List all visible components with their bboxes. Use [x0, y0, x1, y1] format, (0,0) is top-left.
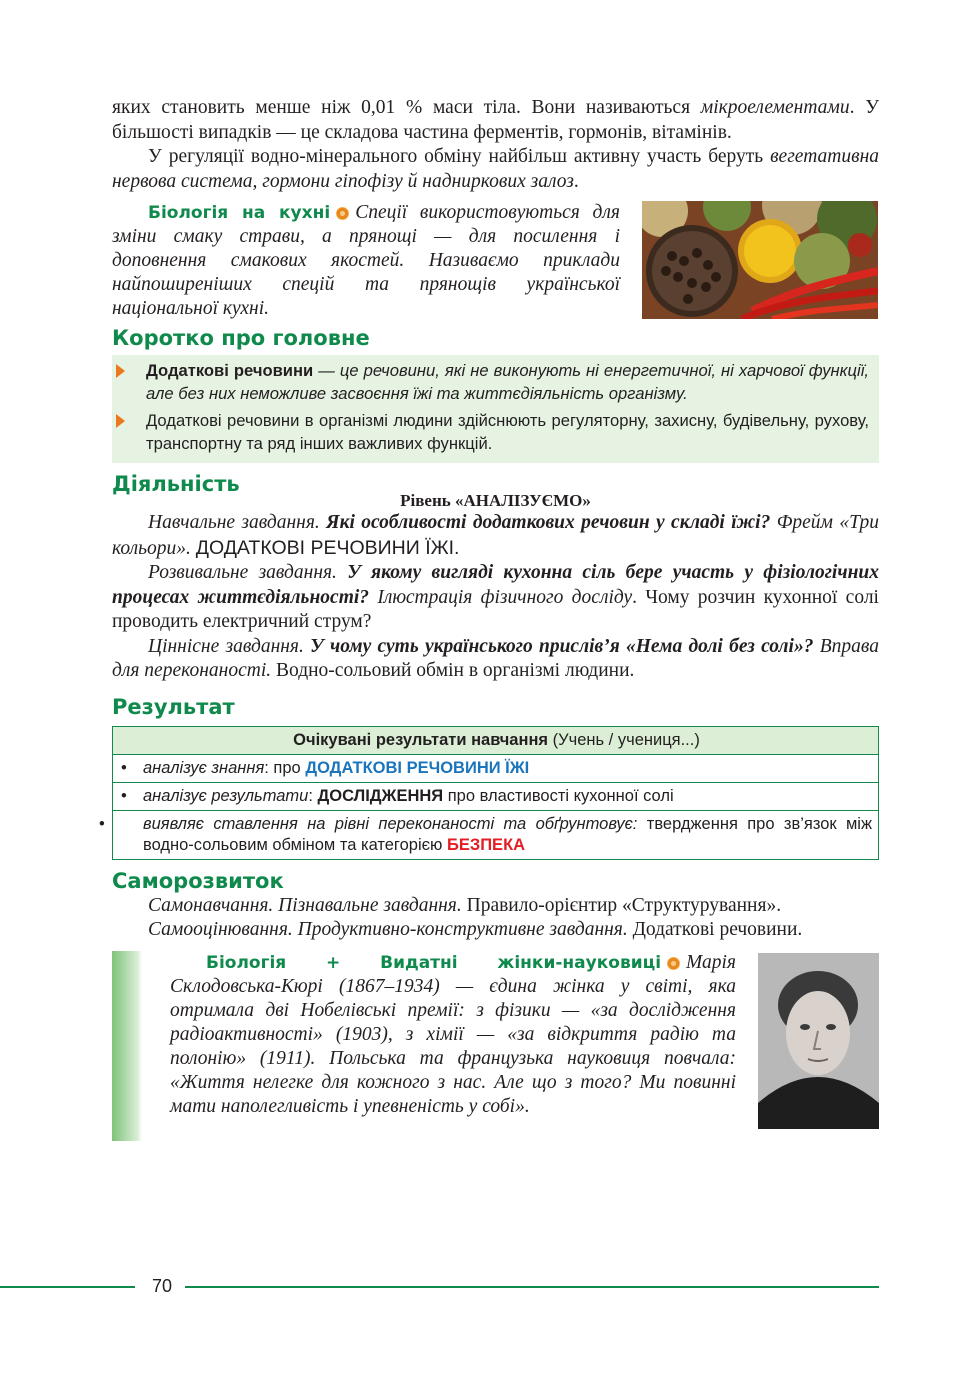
task-illustration: Ілюстрація фізичного досліду [369, 586, 633, 608]
task-exercise: Вправа для переконаності. [112, 635, 879, 681]
selfdev-task: Самонавчання. Пізнавальне завдання. [148, 894, 462, 916]
results-header-title: Очікувані результати навчання [293, 730, 549, 749]
task-developmental [112, 561, 879, 635]
page-number: 70 [151, 1276, 173, 1296]
selfdev-paragraph-2 [112, 918, 879, 943]
result-action: виявляє ставлення на рівні переконаності та обґрунтовує: [143, 814, 638, 833]
task-question: Які особливості додаткових речовин у складі їжі? [326, 512, 771, 533]
summary-item-1 [146, 359, 869, 405]
regulation-text: У регуляції водно-мінерального обміну найбільш активну участь беруть [148, 146, 771, 167]
intro-text: яких становить менше ніж 0,01 % маси тіла. Вони називаються [112, 97, 701, 118]
regulation-organs: вегетативна нервова система, гормони гіпофізу й надниркових залоз [112, 146, 879, 192]
task-label: Ціннісне завдання. [148, 635, 311, 657]
task-label: Навчальне завдання. [148, 512, 327, 533]
results-row-2 [113, 782, 879, 810]
result-keyword: ДОСЛІДЖЕННЯ [317, 786, 444, 805]
kitchen-text-block [112, 201, 620, 321]
result-action: аналізує знання [143, 758, 265, 777]
selfdev-heading: Саморозвиток [112, 868, 284, 893]
green-bar-decoration [112, 951, 142, 1141]
women-title: Біологія + Видатні жінки-науковиці [206, 952, 662, 973]
page-content [99, 96, 879, 1141]
bullet: • [121, 786, 127, 805]
women-scientists-section [112, 951, 879, 1141]
spices-image [642, 201, 878, 319]
flower-icon [336, 207, 349, 220]
women-text: Марія Склодовська-Кюрі (1867–1934) — єдина жінка у світі, яка отримала дві Нобелівські премії: з фізики — «за дослідження радіоактивності» (1903), з хімії — «за відкриття радію та полонію» (1911). Польська та французька науковиця повчала: «Життя нелегке для кожного з нас. Але що з того? Ми повинні мати наполегливість і упевненість у собі». [170, 951, 736, 1117]
arrow-icon [116, 364, 125, 378]
selfdev-task: Самооцінювання. Продуктивно-конструктивне завдання. [148, 919, 628, 940]
task-text: Водно-сольовий обмін в організмі людини. [271, 660, 635, 681]
results-table-header [113, 726, 879, 754]
portrait-illustration [758, 953, 879, 1129]
spices-illustration [642, 201, 878, 319]
results-row-3 [99, 810, 879, 859]
selfdev-text: Правило-орієнтир «Структурування». [461, 894, 782, 916]
task-question: У чому суть українського прислів’я «Нема долі без солі»? [310, 635, 814, 657]
task-text: . Чому розчин кухонної солі проводить електричний струм? [112, 586, 879, 632]
footer-line-left [0, 1286, 135, 1288]
women-text-block [170, 951, 736, 1119]
task-frame: Фрейм «Три кольори». [112, 512, 879, 559]
bullet: • [121, 758, 127, 777]
result-text: про властивості кухонної солі [443, 786, 674, 805]
summary-term: Додаткові речовини [146, 361, 314, 380]
result-keyword: БЕЗПЕКА [447, 835, 526, 854]
summary-box [112, 355, 879, 463]
result-text: твердження про зв’язок між водно-сольовим обміном та категорією [143, 814, 872, 854]
result-connector: : про [264, 758, 306, 777]
summary-functions: Додаткові речовини в організмі людини здійснюють регуляторну, захисну, будівельну, рухову, транспортну та ряд інших важливих функцій. [146, 411, 869, 453]
flower-icon [667, 957, 680, 970]
result-action: аналізує результати [143, 786, 309, 805]
task-question: У якому вигляді кухонна сіль бере участь у фізіологічних процесах життєдіяльності? [112, 562, 879, 608]
summary-definition: — це речовини, які не виконують ні енергетичної, ні харчової функції, але без них неможливе засвоєння їжі та життєдіяльність організму. [146, 361, 869, 403]
task-topic: ДОДАТКОВІ РЕЧОВИНИ ЇЖІ. [195, 536, 460, 559]
result-keyword: ДОДАТКОВІ РЕЧОВИНИ ЇЖІ [305, 758, 530, 777]
results-table [99, 726, 879, 860]
task-educational [112, 511, 879, 561]
selfdev-text: Додаткові речовини. [627, 919, 803, 940]
task-label: Розвивальне завдання. [148, 562, 348, 583]
intro-paragraph-1 [112, 96, 879, 145]
summary-heading: Коротко про головне [112, 326, 370, 350]
intro-text-end: . У більшості випадків — це складова частина ферментів, гормонів, вітамінів. [112, 97, 879, 143]
footer-line-right [185, 1286, 879, 1288]
selfdev-paragraph-1 [112, 894, 879, 919]
arrow-icon [116, 414, 125, 428]
term-microelements: мікроелементами [700, 97, 850, 118]
intro-paragraph-2 [112, 145, 879, 194]
kitchen-title: Біологія на кухні [148, 203, 331, 223]
results-header-note: (Учень / учениця...) [548, 730, 700, 749]
activity-heading: Діяльність [112, 472, 240, 496]
marie-curie-portrait [758, 953, 879, 1129]
kitchen-text: Спеції використовуються для зміни смаку страви, а прянощі — для посилення і доповнення смакових якостей. Називаємо приклади найпоширеніших спецій та прянощів української національної кухні. [112, 202, 620, 319]
regulation-end: . [573, 170, 579, 192]
activity-level: Рівень «АНАЛІЗУЄМО» [400, 491, 591, 510]
results-heading: Результат [112, 694, 235, 719]
kitchen-section [112, 201, 879, 325]
bullet: • [99, 814, 105, 833]
result-connector: : [308, 786, 318, 805]
summary-item-2 [146, 409, 869, 455]
task-value [112, 635, 879, 684]
results-row-1 [113, 754, 879, 782]
